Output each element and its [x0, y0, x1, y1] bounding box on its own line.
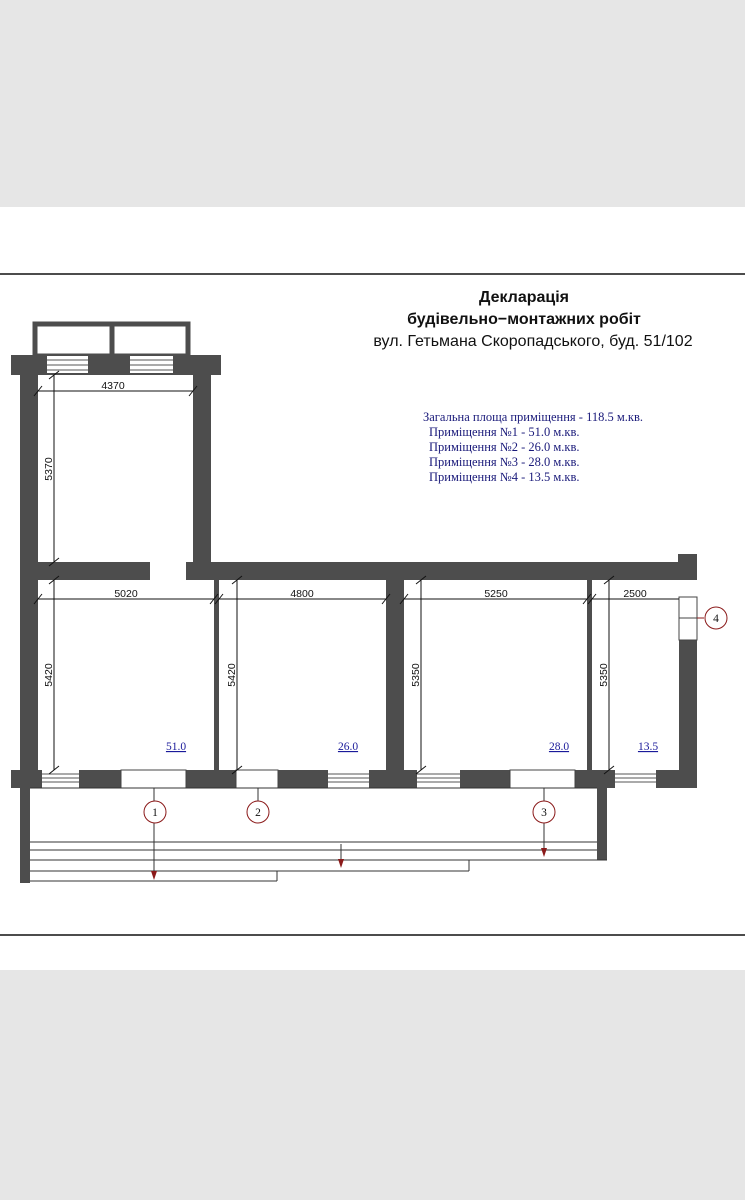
room4-area-label: 13.5: [637, 741, 659, 753]
area-room2: Приміщення №2 - 26.0 м.кв.: [429, 440, 580, 454]
entrance-marker-3: [533, 801, 555, 823]
floor-plan: [0, 207, 745, 970]
dim-room2-width: 4800: [290, 588, 314, 600]
dim-room2-height: 5420: [226, 663, 238, 687]
room3-area-label: 28.0: [548, 741, 570, 753]
dim-room4-width: 2500: [623, 588, 647, 600]
doors: [121, 597, 697, 788]
area-room1: Приміщення №1 - 51.0 м.кв.: [429, 425, 580, 439]
porch-steps: [30, 788, 607, 881]
svg-text:4: 4: [713, 613, 719, 625]
svg-text:1: 1: [152, 807, 158, 819]
title-line-2: будівельно−монтажних робіт: [407, 311, 641, 328]
dim-room1-width: 5020: [114, 588, 138, 600]
area-room4: Приміщення №4 - 13.5 м.кв.: [429, 470, 580, 484]
svg-text:2: 2: [255, 807, 261, 819]
entrance-marker-1: [144, 801, 166, 823]
entrance-marker-2: [247, 801, 269, 823]
area-total: Загальна площа приміщення - 118.5 м.кв.: [423, 410, 644, 424]
entrance-marker-4: [697, 607, 727, 629]
drawing-sheet: [0, 207, 745, 970]
entrance-arrows: [151, 788, 547, 880]
title-address: вул. Гетьмана Скоропадського, буд. 51/102: [373, 333, 693, 350]
dim-room3-height: 5350: [410, 663, 422, 687]
dim-room4-height: 5350: [598, 663, 610, 687]
dim-top-room-width: 4370: [101, 380, 125, 392]
svg-text:3: 3: [541, 807, 547, 819]
room2-area-label: 26.0: [337, 741, 359, 753]
room1-area-label: 51.0: [165, 741, 187, 753]
dim-room3-width: 5250: [484, 588, 508, 600]
dim-top-room-height: 5370: [43, 457, 55, 481]
title-line-1: Декларація: [478, 289, 570, 306]
walls: [11, 355, 697, 883]
dim-room1-height: 5420: [43, 663, 55, 687]
area-room3: Приміщення №3 - 28.0 м.кв.: [429, 455, 580, 469]
balcony: [35, 324, 188, 356]
